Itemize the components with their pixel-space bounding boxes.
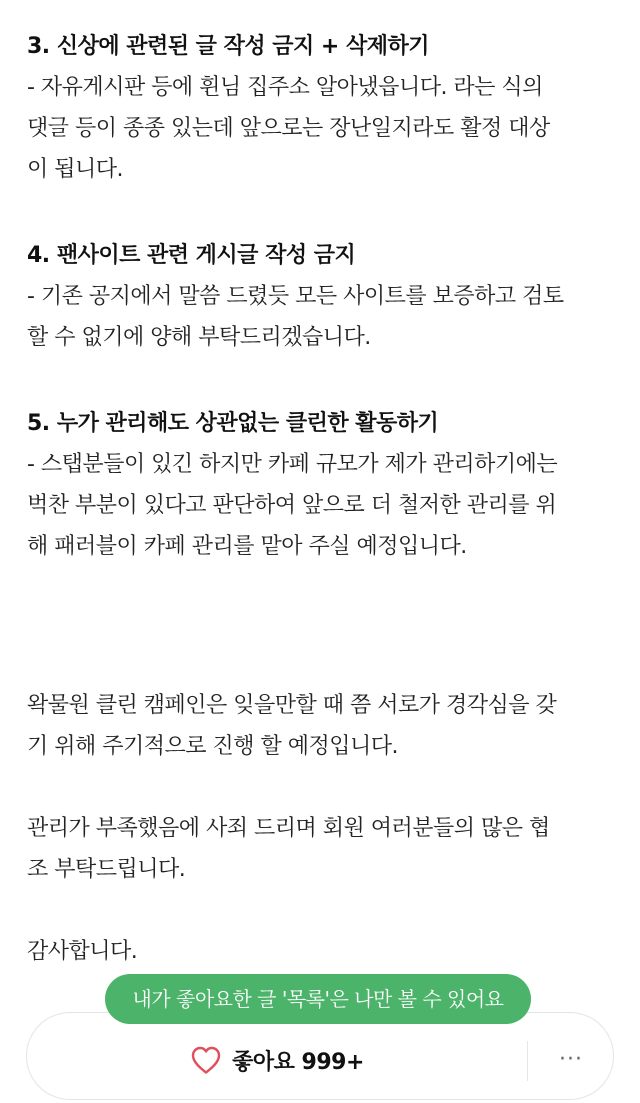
like-button[interactable] — [27, 1013, 527, 1101]
rule-5-heading: 5. 누가 관리해도 상관없는 클린한 활동하기 — [27, 411, 439, 436]
like-list-toast: 내가 좋아요한 글 '목록'은 나만 볼 수 있어요 — [105, 974, 531, 1024]
rule-3-line-2: 댓글 등이 종종 있는데 앞으로는 장난일지라도 활정 대상 — [27, 116, 550, 141]
rule-4-heading: 4. 팬사이트 관련 게시글 작성 금지 — [27, 243, 356, 268]
rule-4-line-2: 할 수 없기에 양해 부탁드리겠습니다. — [27, 325, 371, 350]
like-count-label: 좋아요 999+ — [232, 1049, 364, 1075]
campaign-line-2: 기 위해 주기적으로 진행 할 예정입니다. — [27, 734, 398, 759]
rule-4-line-1: - 기존 공지에서 말씀 드렸듯 모든 사이트를 보증하고 검토 — [27, 284, 564, 309]
rule-3-line-1: - 자유게시판 등에 휜님 집주소 알아냈읍니다. 라는 식의 — [27, 75, 543, 100]
heart-outline-icon — [190, 1045, 222, 1075]
rule-5-line-1: - 스탭분들이 있긴 하지만 카페 규모가 제가 관리하기에는 — [27, 452, 558, 477]
rule-3-heading: 3. 신상에 관련된 글 작성 금지 + 삭제하기 — [27, 34, 429, 59]
campaign-line-1: 왁물원 클린 캠페인은 잊을만할 때 쯤 서로가 경각심을 갖 — [27, 693, 557, 718]
rule-3-line-3: 이 됩니다. — [27, 157, 123, 182]
closing-text: 감사합니다. — [27, 939, 138, 964]
more-options-button[interactable] — [528, 1013, 614, 1101]
apology-line-2: 조 부탁드립니다. — [27, 857, 186, 882]
apology-line-1: 관리가 부족했음에 사죄 드리며 회원 여러분들의 많은 협 — [27, 816, 550, 841]
post-action-bar — [26, 1012, 614, 1100]
rule-5-line-2: 벅찬 부분이 있다고 판단하여 앞으로 더 철저한 관리를 위 — [27, 493, 557, 518]
rule-5-line-3: 해 패러블이 카페 관리를 맡아 주실 예정입니다. — [27, 534, 467, 559]
more-horizontal-icon: ··· — [559, 1047, 583, 1072]
post-body — [27, 26, 627, 972]
